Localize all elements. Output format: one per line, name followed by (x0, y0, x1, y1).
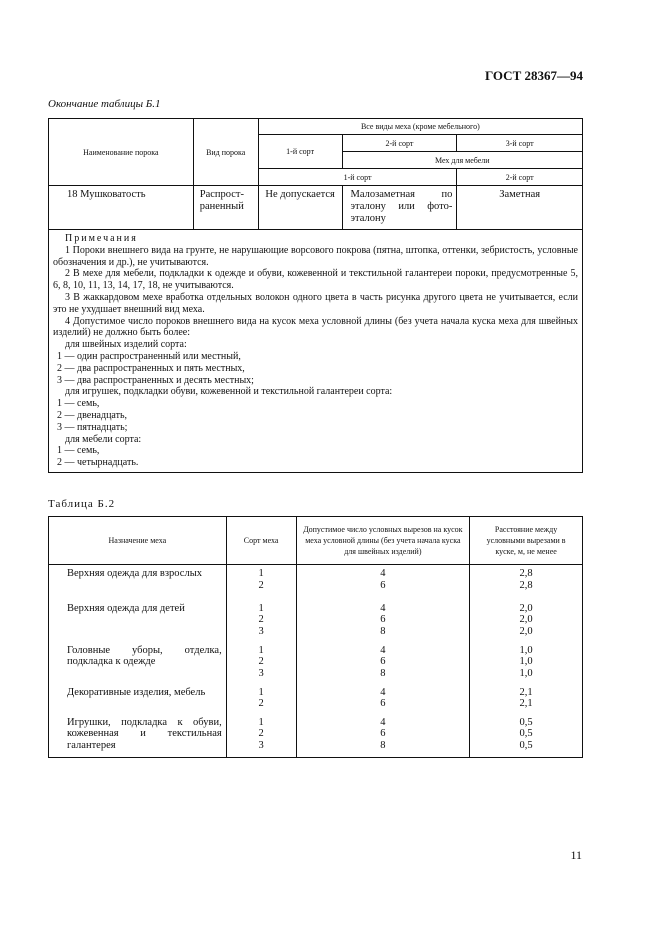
note-4-line: 1 — один распространенный или местный, (57, 350, 241, 362)
table2-caption: Таблица Б.2 (48, 498, 116, 510)
distance-cell: 2,1 2,1 (470, 684, 583, 714)
table-row (49, 684, 583, 714)
defect-type-cell: Распрост-раненный (193, 186, 258, 230)
header-grade: Сорт меха (226, 517, 296, 565)
table-row (49, 642, 583, 684)
header-grade2: 2-й сорт (342, 135, 457, 152)
distance-cell: 1,0 1,0 1,0 (470, 642, 583, 684)
purpose-cell: Игрушки, подкладка к обуви, кожевенная и текстильная галантерея (49, 714, 227, 758)
note-4-line: 3 — два распространенных и десять местных; (57, 374, 254, 386)
notes-cell (49, 230, 583, 473)
note-4-line: 2 — четырнадцать. (57, 457, 139, 469)
defect-name-cell: 18 Мушковатость (49, 186, 194, 230)
header-grade3: 3-й сорт (457, 135, 583, 152)
notes-title: Примечания (65, 233, 138, 244)
table-row (49, 186, 583, 230)
note-4-line: 1 — семь, (57, 398, 100, 410)
note-4-line: 1 — семь, (57, 445, 100, 457)
grade-cell: 1 2 3 (226, 642, 296, 684)
cuts-cell: 4 6 (296, 565, 470, 600)
header-all-fur: Все виды меха (кроме мебельного) (258, 119, 582, 135)
header-grade1: 1-й сорт (258, 135, 342, 169)
distance-cell: 0,5 0,5 0,5 (470, 714, 583, 758)
note-1: 1 Пороки внешнего вида на грунте, не нарушающие ворсового покрова (пятна, штопка, оттенки, зебристость, условные обозначения и др.), не учитываются. (53, 244, 578, 268)
table-row (49, 565, 583, 600)
note-4-line: для швейных изделий сорта: (65, 339, 187, 351)
header-furniture-grade1: 1-й сорт (258, 169, 457, 186)
header-furniture-grade2: 2-й сорт (457, 169, 583, 186)
grade-cell: 1 2 3 (226, 600, 296, 642)
header-defect-name: Наименование порока (49, 119, 194, 186)
grade2-cell: Малозаметная по эталону или фото-эталону (342, 186, 457, 230)
note-4-line: 3 — пятнадцать; (57, 421, 128, 433)
table-b2 (48, 516, 583, 758)
note-4: 4 Допустимое число пороков внешнего вида на кусок меха условной длины (без учета начала куска меха для швейных изделий) не должно быть более: (53, 315, 578, 339)
header-furniture-fur: Мех для мебели (342, 152, 582, 169)
note-4-line: для мебели сорта: (65, 433, 142, 445)
purpose-cell: Верхняя одежда для детей (49, 600, 227, 642)
note-2: 2 В мехе для мебели, подкладки к одежде и обуви, кожевенной и текстильной галантереи пороки, предусмотренные 5, 6, 8, 10, 11, 13, 14, 17, 18, не учитываются. (53, 268, 578, 292)
header-defect-type: Вид порока (193, 119, 258, 186)
note-4-line: 2 — два распространенных и пять местных, (57, 362, 245, 374)
purpose-cell: Верхняя одежда для взрослых (49, 565, 227, 600)
note-4-line: для игрушек, подкладки обуви, кожевенной и текстильной галантереи сорта: (65, 386, 393, 398)
grade-cell: 1 2 3 (226, 714, 296, 758)
cuts-cell: 4 6 8 (296, 714, 470, 758)
note-3: 3 В жаккардовом мехе вработка отдельных волокон одного цвета в часть рисунка другого цвета не учитывается, если это не ухудшает внешний вид меха. (53, 291, 578, 315)
purpose-cell: Декоративные изделия, мебель (49, 684, 227, 714)
grade-cell: 1 2 (226, 684, 296, 714)
grade1-cell: Не допускается (258, 186, 342, 230)
grade3-cell: Заметная (457, 186, 583, 230)
table-row (49, 600, 583, 642)
header-cuts: Допустимое число условных вырезов на кусок меха условной длины (без учета начала куска для швейных изделий) (296, 517, 470, 565)
purpose-cell: Головные уборы, отделка, подкладка к одежде (49, 642, 227, 684)
distance-cell: 2,8 2,8 (470, 565, 583, 600)
cuts-cell: 4 6 8 (296, 600, 470, 642)
table1-caption: Окончание таблицы Б.1 (48, 98, 161, 110)
header-distance: Расстояние между условными вырезами в куске, м, не менее (470, 517, 583, 565)
distance-cell: 2,0 2,0 2,0 (470, 600, 583, 642)
document-id: ГОСТ 28367—94 (484, 68, 583, 83)
table-b1-end (48, 118, 583, 473)
table-row (49, 714, 583, 758)
grade-cell: 1 2 (226, 565, 296, 600)
page-number: 11 (570, 848, 582, 862)
note-4-line: 2 — двенадцать, (57, 409, 128, 421)
cuts-cell: 4 6 (296, 684, 470, 714)
header-purpose: Назначение меха (49, 517, 227, 565)
cuts-cell: 4 6 8 (296, 642, 470, 684)
